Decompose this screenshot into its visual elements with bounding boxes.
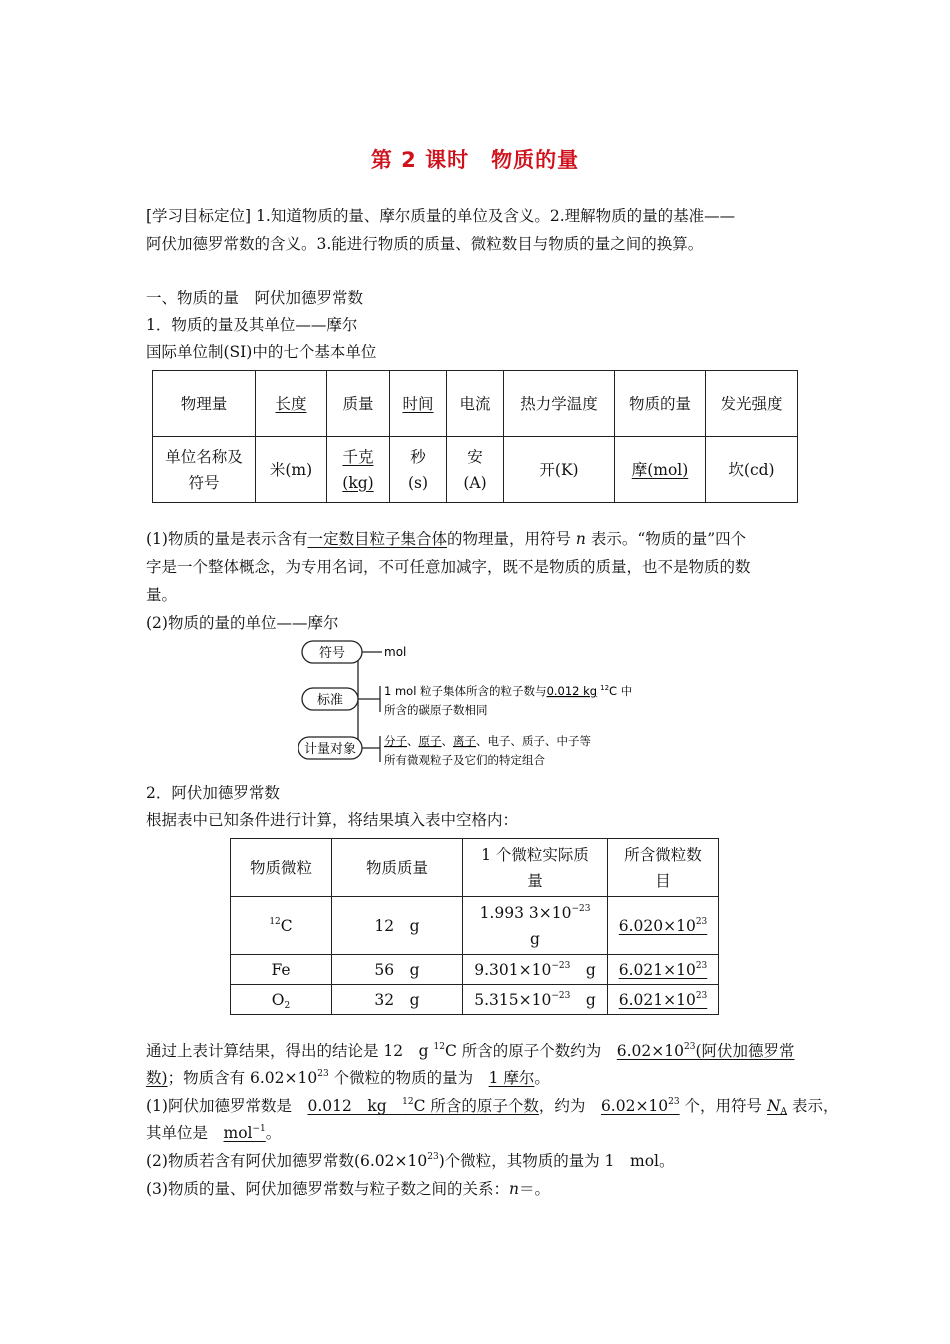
diagram-target-text-2: 所有微观粒子及它们的特定组合 bbox=[384, 753, 545, 767]
table-header-cell: 长度 bbox=[256, 371, 327, 437]
objective-line-2: 阿伏加德罗常数的含义。3.能进行物质的质量、微粒数目与物质的量之间的换算。 bbox=[146, 235, 704, 253]
diagram-standard-text-2: 所含的碳原子数相同 bbox=[384, 703, 488, 717]
diagram-box-symbol-label: 符号 bbox=[318, 646, 346, 661]
page-title: 第 2 课时 物质的量 bbox=[370, 148, 580, 172]
si-units-table bbox=[152, 370, 798, 503]
paragraph-1-line-2: 字是一个整体概念，为专用名词，不可任意加减字，既不是物质的质量，也不是物质的数 bbox=[146, 558, 751, 576]
table-cell: 1.993 $3\times 10^{-23}$ g bbox=[463, 897, 608, 955]
paragraph-2: (2)物质的量的单位——摩尔 bbox=[146, 614, 339, 632]
conclusion-line-1: 通过上表计算结果，得出的结论是 12 g $^{12}$C 所含的原子个数约为 $6.02\times 10^{23}$(阿伏加德罗常 bbox=[146, 1042, 795, 1060]
table-header-cell: 物质质量 bbox=[332, 839, 463, 897]
table-cell: $5.315\times 10^{-23}$ g bbox=[463, 985, 608, 1015]
table-header-cell: 物质的量 bbox=[615, 371, 706, 437]
table-header-cell: 电流 bbox=[447, 371, 504, 437]
table-cell: Fe bbox=[231, 955, 332, 985]
table-cell: 开(K) bbox=[504, 437, 615, 503]
point-1-line-2: 其单位是 mol$^{-1}$。 bbox=[146, 1124, 282, 1142]
table-cell: $6.021\times 10^{23}$ bbox=[608, 955, 719, 985]
point-1-line-1: (1)阿伏加德罗常数是 0.012 kg $^{12}$C 所含的原子个数，约为 $6.02\times 10^{23}$ 个，用符号 $N_A$ 表示， bbox=[146, 1097, 839, 1117]
table-header-cell: 热力学温度 bbox=[504, 371, 615, 437]
objective-line-1 bbox=[146, 204, 735, 228]
paragraph-1-line-3: 量。 bbox=[146, 586, 178, 604]
point-3: (3)物质的量、阿伏加德罗常数与粒子数之间的关系：n＝。 bbox=[146, 1180, 550, 1198]
table-cell: $6.021\times 10^{23}$ bbox=[608, 985, 719, 1015]
table-row bbox=[153, 437, 798, 503]
table-cell: 秒 (s) bbox=[390, 437, 447, 503]
objective-tag: [学习目标定位] bbox=[146, 207, 252, 225]
paragraph-1-line-1: (1)物质的量是表示含有一定数目粒子集合体的物理量，用符号 n 表示。“物质的量”四个 bbox=[146, 530, 747, 548]
table-header-cell: 时间 bbox=[390, 371, 447, 437]
table-row bbox=[231, 955, 719, 985]
diagram-symbol-value: mol bbox=[384, 645, 407, 659]
point-2: (2)物质若含有阿伏加德罗常数$(6.02\times 10^{23})$个微粒，其物质的量为 1 mol。 bbox=[146, 1152, 675, 1170]
table-header-cell: 物质微粒 bbox=[231, 839, 332, 897]
table-row bbox=[231, 897, 719, 955]
table-cell: 12 g bbox=[332, 897, 463, 955]
table-cell: 安 (A) bbox=[447, 437, 504, 503]
table-cell: 56 g bbox=[332, 955, 463, 985]
table-cell: 米(m) bbox=[256, 437, 327, 503]
table-cell: $9.301\times 10^{-23}$ g bbox=[463, 955, 608, 985]
section-heading-2: 2．阿伏加德罗常数 bbox=[146, 784, 280, 802]
table-cell: $^{12}$C bbox=[231, 897, 332, 955]
table-caption: 国际单位制(SI)中的七个基本单位 bbox=[146, 343, 377, 361]
objective-text-1: 1.知道物质的量、摩尔质量的单位及含义。2.理解物质的量的基准—— bbox=[256, 207, 736, 225]
table-row bbox=[231, 839, 719, 897]
table-header-cell: 1 个微粒实际质 量 bbox=[463, 839, 608, 897]
table-cell: 千克 (kg) bbox=[327, 437, 390, 503]
table-header-cell: 发光强度 bbox=[706, 371, 798, 437]
table-header-cell: 物理量 bbox=[153, 371, 256, 437]
diagram-standard-text-1: 1 mol 粒子集体所含的粒子数与0.012 kg $^{12}$C 中 bbox=[384, 684, 633, 698]
diagram-box-standard-label: 标准 bbox=[316, 693, 344, 708]
conclusion-line-2: 数)；物质含有 $6.02\times 10^{23}$ 个微粒的物质的量为 1 摩尔。 bbox=[146, 1069, 550, 1087]
table-cell: 32 g bbox=[332, 985, 463, 1015]
table-row bbox=[231, 985, 719, 1015]
table-header-cell: 质量 bbox=[327, 371, 390, 437]
table-row bbox=[153, 371, 798, 437]
table-cell: 坎(cd) bbox=[706, 437, 798, 503]
mole-concept-diagram bbox=[298, 638, 658, 768]
section-heading-1: 一、物质的量 阿伏加德罗常数 bbox=[146, 289, 364, 307]
table-header-cell: 所含微粒数 目 bbox=[608, 839, 719, 897]
table-cell: 摩(mol) bbox=[615, 437, 706, 503]
diagram-box-target-label: 计量对象 bbox=[303, 742, 357, 757]
table-cell: $O_2$ bbox=[231, 985, 332, 1015]
table-cell: 单位名称及 符号 bbox=[153, 437, 256, 503]
table-cell: $6.020\times 10^{23}$ bbox=[608, 897, 719, 955]
diagram-target-text-1: 分子、原子、离子、电子、质子、中子等 bbox=[384, 734, 591, 748]
avogadro-table bbox=[230, 838, 719, 1015]
section-2-intro: 根据表中已知条件进行计算，将结果填入表中空格内： bbox=[146, 811, 519, 829]
subheading-mole: 1．物质的量及其单位——摩尔 bbox=[146, 316, 358, 334]
